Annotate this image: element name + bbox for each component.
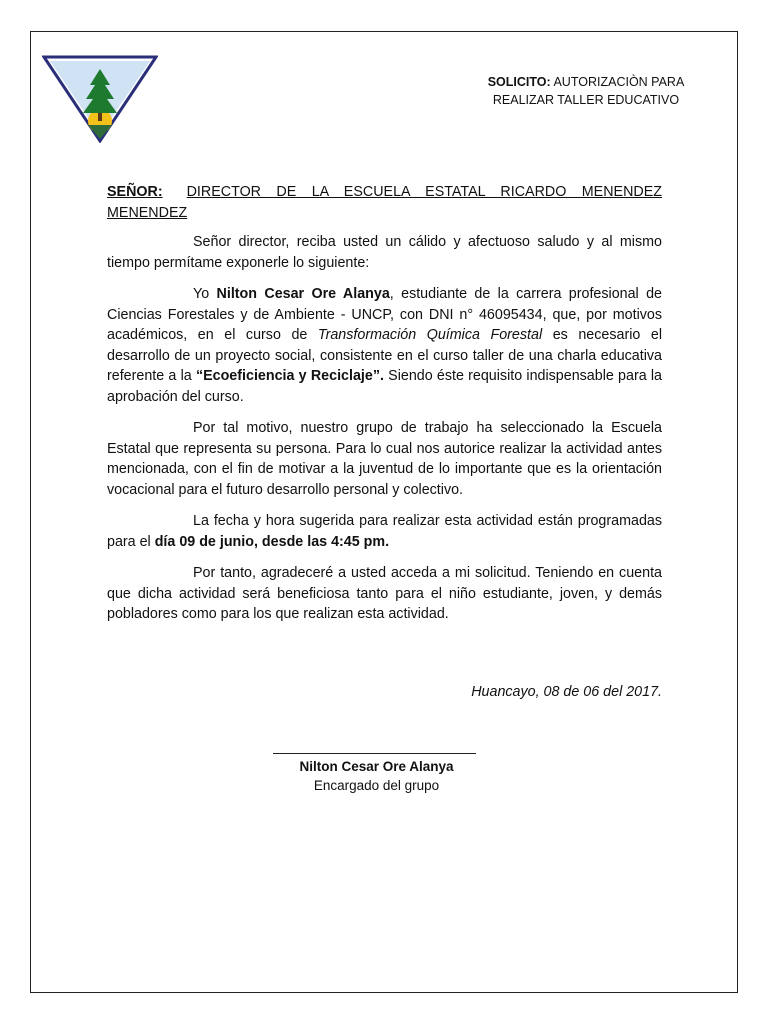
- signature-role: Encargado del grupo: [313, 778, 440, 793]
- p2-part-a: Yo: [193, 286, 217, 302]
- p4-part-a: La fecha y hora sugerida para realizar esta actividad están programadas para el: [107, 513, 662, 550]
- signature-line: [273, 753, 476, 754]
- paragraph-introduction: [107, 284, 662, 407]
- solicito-text-line2: REALIZAR TALLER EDUCATIVO: [492, 93, 680, 107]
- paragraph-schedule: [107, 511, 662, 552]
- p2-part-b: , estudiante de la carrera profesional de Ciencias Forestales y de Ambiente - UNCP, con DNI n° 46095434, que, por motivos académicos, en el curso de: [107, 286, 662, 343]
- place-date: Huancayo, 08 de 06 del 2017.: [471, 684, 662, 700]
- university-logo: [42, 55, 158, 143]
- addressee-line: [107, 182, 662, 223]
- addressee-label: SEÑOR:: [107, 184, 163, 200]
- letter-body: [107, 182, 662, 636]
- p2-part-c: es necesario el desarrollo de un proyecto social, consistente en el curso taller de una charla educativa referente a la: [107, 327, 663, 384]
- solicito-header: [470, 73, 702, 109]
- course-name: Transformación Química Forestal: [317, 327, 543, 343]
- student-name: Nilton Cesar Ore Alanya: [216, 286, 390, 302]
- solicito-label: SOLICITO:: [487, 75, 551, 89]
- topic-name: “Ecoeficiencia y Reciclaje”.: [195, 368, 384, 384]
- solicito-text-line1: AUTORIZACIÒN PARA: [550, 75, 685, 89]
- paragraph-closing: Por tanto, agradeceré a usted acceda a mi solicitud. Teniendo en cuenta que dicha actividad será beneficiosa tanto para el niño estudiante, joven, y demás pobladores como para los que realizan esta actividad.: [107, 565, 662, 622]
- signature-name: Nilton Cesar Ore Alanya: [299, 759, 454, 774]
- paragraph-greeting: Señor director, reciba usted un cálido y afectuoso saludo y al mismo tiempo permítame exponerle lo siguiente:: [107, 234, 662, 271]
- addressee-recipient: DIRECTOR DE LA ESCUELA ESTATAL RICARDO MENENDEZ MENENDEZ: [107, 184, 662, 221]
- event-date: día 09 de junio, desde las 4:45 pm.: [154, 533, 390, 550]
- paragraph-motive: Por tal motivo, nuestro grupo de trabajo ha seleccionado la Escuela Estatal que representa su persona. Para lo cual nos autorice realizar la actividad antes mencionada, con el fin de motivar a la juventud de lo importante que es la orientación vocacional para el futuro desarrollo personal y colectivo.: [107, 420, 662, 498]
- p2-part-d: Siendo éste requisito indispensable para la aprobación del curso.: [107, 368, 662, 405]
